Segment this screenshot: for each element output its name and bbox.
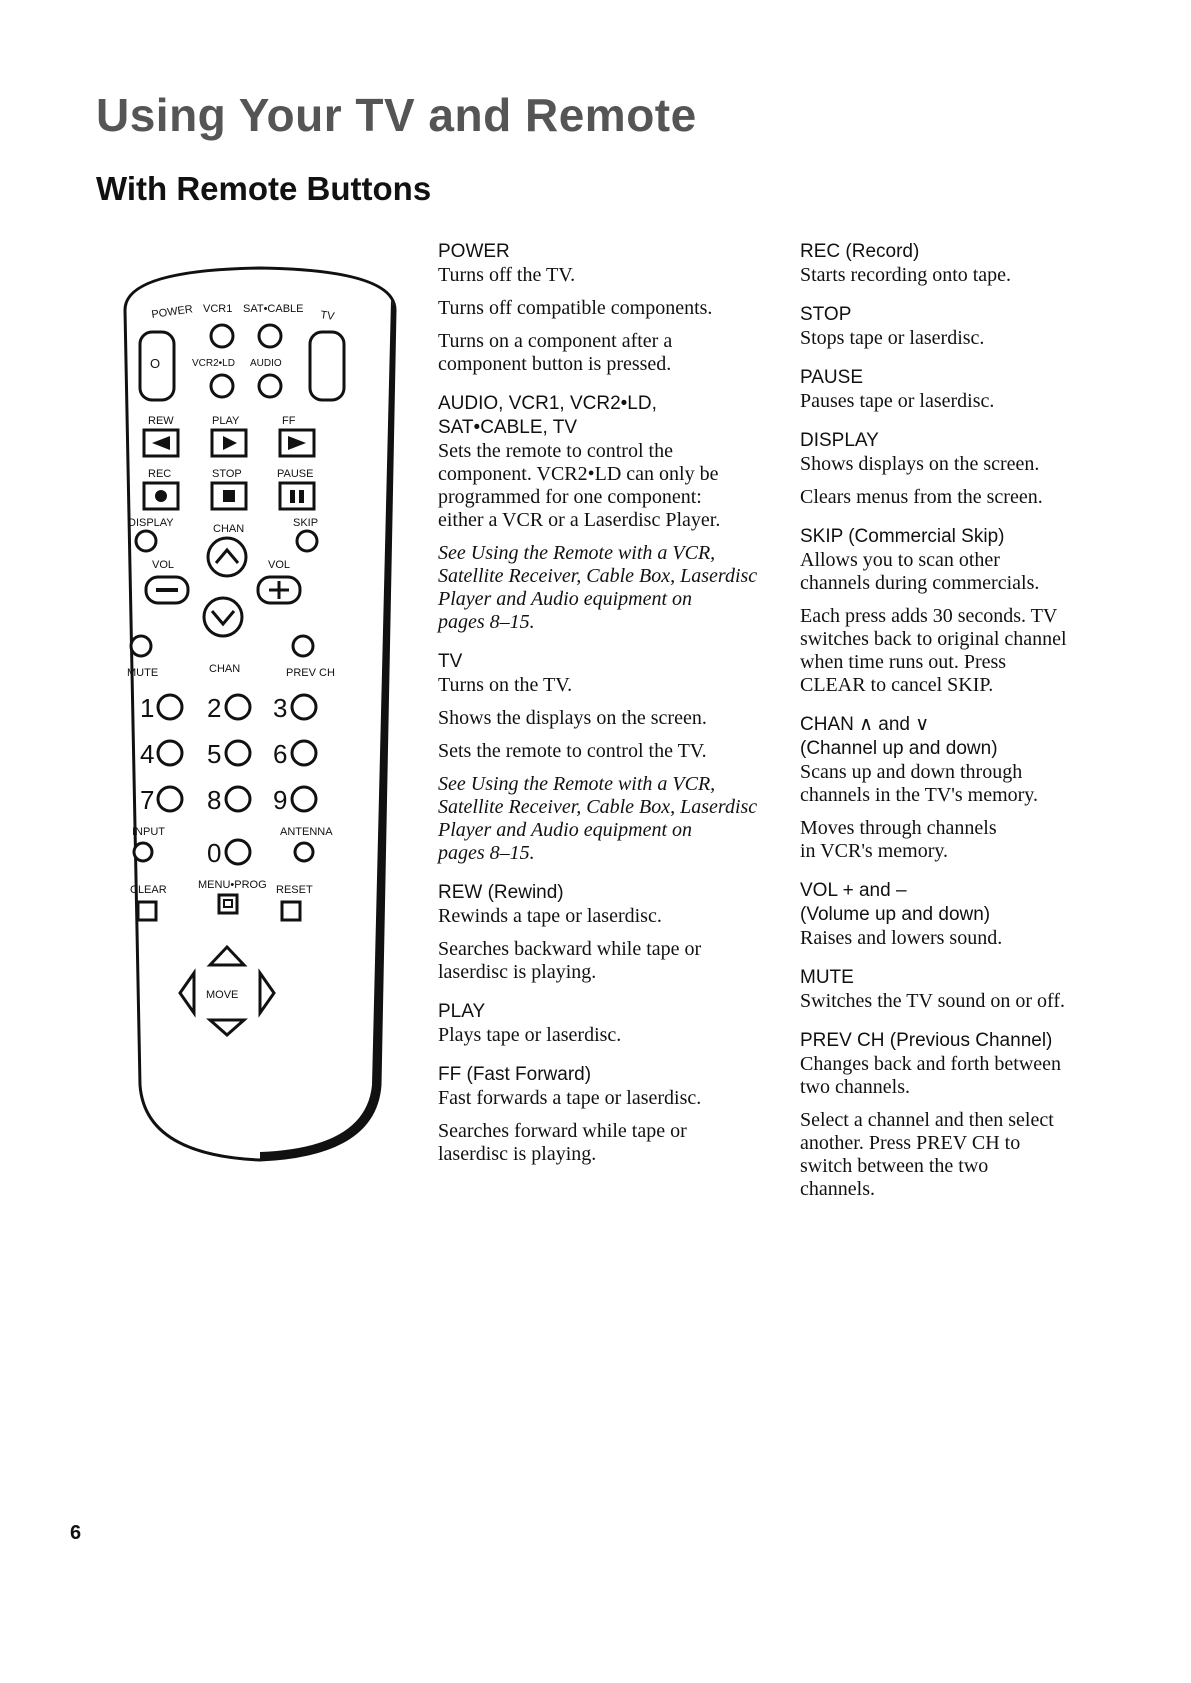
power-button-glyph: O [150,356,161,371]
page-number: 6 [70,1522,82,1544]
description-column-1 [438,240,768,1182]
description-paragraph [800,549,1110,595]
description-line: Select a channel and then select [800,1109,1054,1131]
button-heading: REC (Record) [800,241,920,262]
button-description [800,303,1110,350]
tv-button[interactable] [310,332,344,400]
mute-button[interactable] [131,636,151,656]
button-heading: MUTE [800,967,854,988]
button-description [800,240,1110,287]
label-vol-right: VOL [268,559,291,571]
description-line: when time runs out. Press [800,651,1007,673]
label-chan-up: CHAN [213,523,245,535]
minus-icon [156,588,178,592]
rec-button[interactable] [144,483,178,509]
description-line: Searches backward while tape or [438,938,702,960]
button-description [438,1063,768,1166]
pause-button[interactable] [280,483,314,509]
label-ff: FF [282,415,296,427]
description-line: Allows you to scan other [800,549,1000,571]
description-line: Player and Audio equipment on [438,819,693,841]
description-paragraph [800,390,1110,413]
button-heading-line2: SAT•CABLE, TV [438,417,577,438]
description-line: programmed for one component: [438,486,702,508]
label-menuprog: MENU•PROG [198,879,267,891]
description-line: Player and Audio equipment on [438,588,693,610]
antenna-button[interactable] [295,843,313,861]
description-line: channels in the TV's memory. [800,784,1038,806]
ff-button[interactable] [280,430,314,456]
chan-down-button[interactable] [204,598,242,636]
reset-button[interactable] [282,902,300,920]
label-chan-down: CHAN [209,663,241,675]
vcr1-button[interactable] [211,325,233,347]
button-description [800,713,1110,863]
digit-label: 7 [140,785,155,815]
button-heading: SKIP (Commercial Skip) [800,526,1005,547]
button-heading: PREV CH (Previous Channel) [800,1030,1053,1051]
description-line: component. VCR2•LD can only be [438,463,719,485]
description-line: Sets the remote to control the TV. [438,740,707,762]
input-button[interactable] [134,843,152,861]
stop-button[interactable] [212,483,246,509]
description-paragraph [438,330,768,376]
label-play: PLAY [212,415,240,427]
rew-button[interactable] [144,430,178,456]
description-line: Changes back and forth between [800,1053,1062,1075]
digit-label: 4 [140,739,155,769]
description-line: laserdisc is playing. [438,961,597,983]
vcr2ld-button[interactable] [211,375,233,397]
remote-illustration [110,250,410,1170]
description-line: Turns off the TV. [438,264,576,286]
stop-icon [223,490,235,502]
button-heading: REW (Rewind) [438,882,564,903]
description-paragraph [800,327,1110,350]
label-vol-left: VOL [152,559,175,571]
button-description [800,1029,1110,1201]
description-paragraph [438,938,768,984]
description-paragraph [800,761,1110,807]
description-paragraph [438,773,768,865]
description-line: Satellite Receiver, Cable Box, Laserdisc [438,796,758,818]
description-paragraph [438,740,768,763]
menuprog-button[interactable] [219,895,237,913]
description-line: Raises and lowers sound. [800,927,1003,949]
label-clear: CLEAR [130,884,167,896]
description-line: Shows the displays on the screen. [438,707,707,729]
description-paragraph [800,927,1110,950]
page-title: Using Your TV and Remote [96,89,697,141]
button-heading-line2: (Channel up and down) [800,738,998,759]
clear-button[interactable] [138,902,156,920]
digit-label: 2 [207,693,222,723]
description-line: switches back to original channel [800,628,1067,650]
description-paragraph [438,1120,768,1166]
button-heading: TV [438,651,463,672]
description-paragraph [438,905,768,928]
description-line: pages 8–15. [438,611,535,633]
description-paragraph [438,674,768,697]
description-paragraph [800,605,1110,697]
button-heading: STOP [800,304,852,325]
label-rec: REC [148,468,172,480]
description-line: CLEAR to cancel SKIP. [800,674,994,696]
button-description [438,240,768,376]
description-line: Rewinds a tape or laserdisc. [438,905,662,927]
chan-up-button[interactable] [208,538,246,576]
button-description [800,966,1110,1013]
button-heading: PAUSE [800,367,864,388]
description-paragraph [800,453,1110,476]
description-column-2 [800,240,1110,1217]
button-heading: FF (Fast Forward) [438,1064,592,1085]
label-mute: MUTE [127,667,159,679]
description-line: Satellite Receiver, Cable Box, Laserdisc [438,565,758,587]
description-line: Pauses tape or laserdisc. [800,390,995,412]
button-heading: VOL + and – [800,880,907,901]
description-paragraph [438,440,768,532]
digit-label: 6 [273,739,288,769]
description-line: Scans up and down through [800,761,1023,783]
description-line: laserdisc is playing. [438,1143,597,1165]
label-power: POWER [150,303,194,321]
description-paragraph [438,1024,768,1047]
description-line: Shows displays on the screen. [800,453,1040,475]
description-line: Turns on a component after a [438,330,673,352]
digit-label: 9 [273,785,288,815]
label-antenna: ANTENNA [280,826,333,838]
description-line: switch between the two [800,1155,989,1177]
digit-label: 1 [140,693,155,723]
label-skip: SKIP [293,517,319,529]
digit-label: 0 [207,838,222,868]
description-line: Starts recording onto tape. [800,264,1012,286]
description-paragraph [800,990,1110,1013]
display-button[interactable] [136,531,156,551]
description-paragraph [800,264,1110,287]
digit-label: 5 [207,739,222,769]
description-line: Each press adds 30 seconds. TV [800,605,1058,627]
description-paragraph [438,264,768,287]
vol-up-button[interactable] [258,577,300,603]
audio-button[interactable] [259,375,281,397]
digit-label: 8 [207,785,222,815]
skip-button[interactable] [297,531,317,551]
play-button[interactable] [212,430,246,456]
description-line: component button is pressed. [438,353,672,375]
label-tv: TV [319,309,336,323]
description-line: in VCR's memory. [800,840,949,862]
description-line: either a VCR or a Laserdisc Player. [438,509,721,531]
label-pause: PAUSE [277,468,314,480]
description-line: channels during commercials. [800,572,1040,594]
prevch-button[interactable] [293,636,313,656]
description-paragraph [438,707,768,730]
description-line: See Using the Remote with a VCR, [438,542,716,564]
button-description [800,429,1110,509]
description-line: Turns on the TV. [438,674,573,696]
label-display: DISPLAY [128,517,174,529]
button-heading: POWER [438,241,510,262]
record-icon [155,490,167,502]
label-input: INPUT [132,826,165,838]
description-line: pages 8–15. [438,842,535,864]
description-line: two channels. [800,1076,910,1098]
description-paragraph [800,486,1110,509]
label-reset: RESET [276,884,313,896]
button-description [438,881,768,984]
description-paragraph [438,297,768,320]
button-description [800,525,1110,697]
description-line: Stops tape or laserdisc. [800,327,985,349]
description-line: Moves through channels [800,817,997,839]
button-description [800,879,1110,950]
button-description [438,650,768,865]
label-audio: AUDIO [250,358,282,369]
description-line: another. Press PREV CH to [800,1132,1021,1154]
description-paragraph [800,817,1110,863]
satcable-button[interactable] [259,325,281,347]
label-rew: REW [148,415,174,427]
description-line: See Using the Remote with a VCR, [438,773,716,795]
button-heading: DISPLAY [800,430,879,451]
button-heading: AUDIO, VCR1, VCR2•LD, [438,393,657,414]
button-description [438,1000,768,1047]
description-line: Turns off compatible components. [438,297,713,319]
label-move: MOVE [206,989,239,1001]
label-prevch: PREV CH [286,667,335,679]
label-vcr2ld: VCR2•LD [192,358,235,369]
description-paragraph [438,542,768,634]
page-subtitle: With Remote Buttons [96,170,432,207]
vol-down-button[interactable] [146,577,188,603]
button-description [800,366,1110,413]
description-paragraph [438,1087,768,1110]
button-description [438,392,768,634]
description-line: Fast forwards a tape or laserdisc. [438,1087,702,1109]
button-heading-line2: (Volume up and down) [800,904,991,925]
description-line: channels. [800,1178,875,1200]
button-heading: CHAN ∧ and ∨ [800,714,930,735]
description-line: Switches the TV sound on or off. [800,990,1065,1012]
button-heading: PLAY [438,1001,486,1022]
description-line: Clears menus from the screen. [800,486,1043,508]
description-paragraph [800,1053,1110,1099]
digit-label: 3 [273,693,288,723]
description-line: Sets the remote to control the [438,440,673,462]
label-stop: STOP [212,468,242,480]
label-vcr1: VCR1 [203,303,233,315]
description-line: Plays tape or laserdisc. [438,1024,622,1046]
description-line: Searches forward while tape or [438,1120,687,1142]
description-paragraph [800,1109,1110,1201]
label-satcable: SAT•CABLE [243,303,304,315]
